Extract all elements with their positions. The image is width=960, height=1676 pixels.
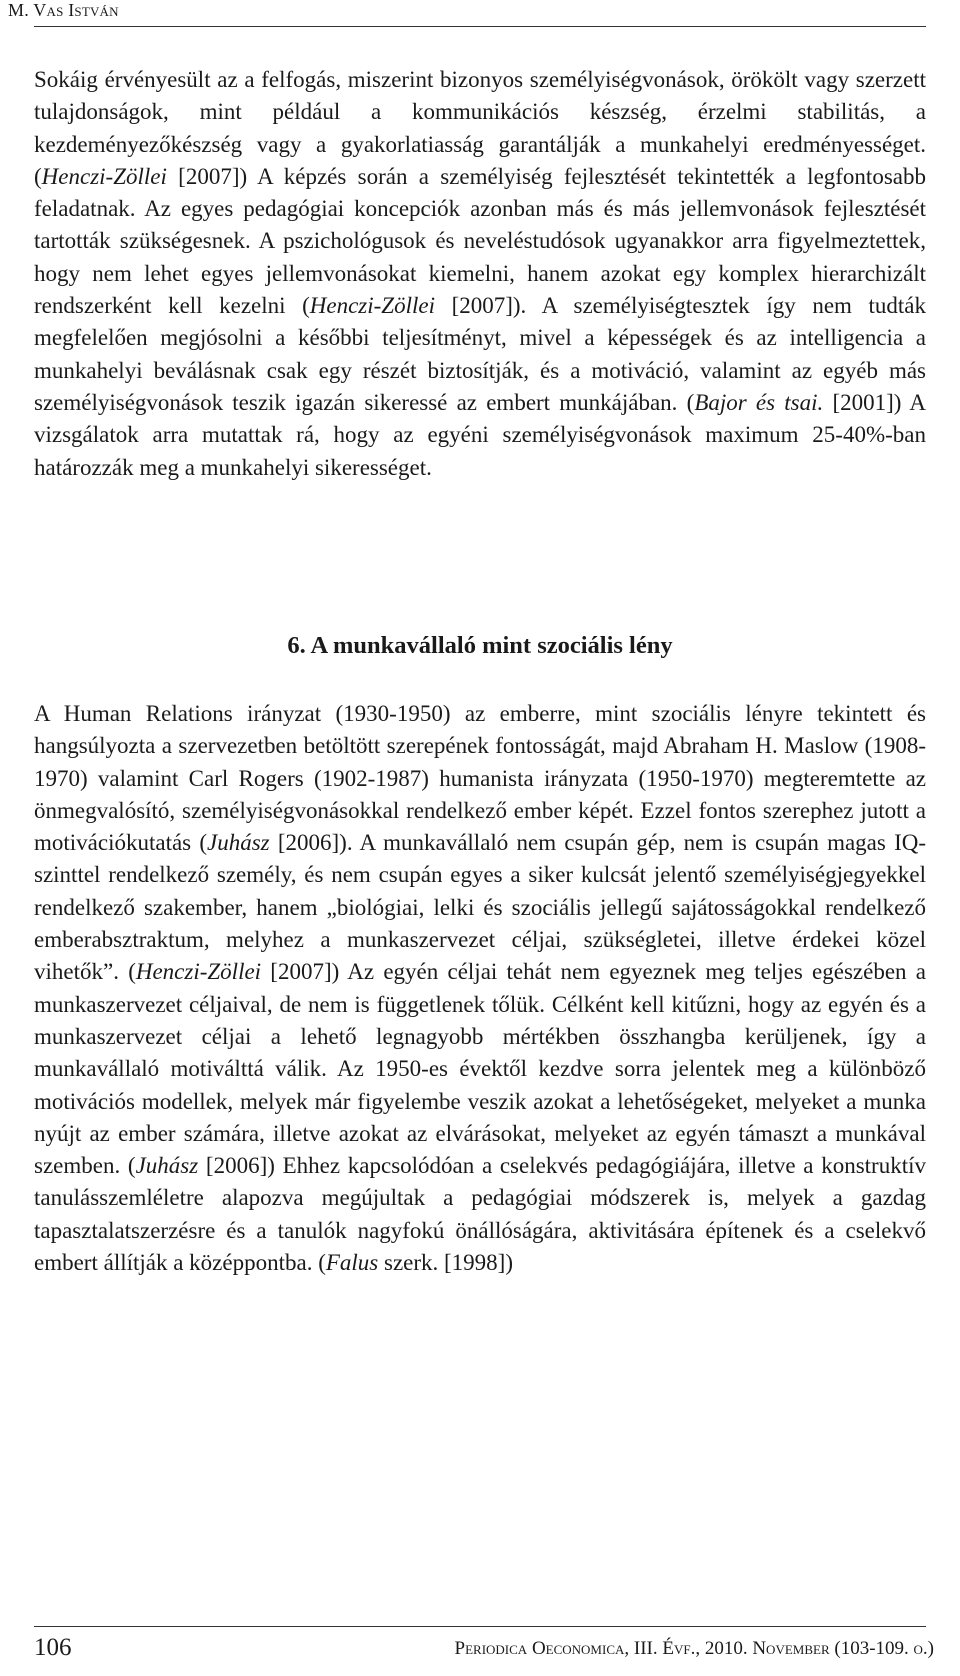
paragraph-segment: A Human Relations irányzat (1930-1950) az emberre, mint szociális lényre tekintett és hangsúlyozta a szervezetben betöltött szerepének fontosságát, majd Abraham H. Maslow (1908-1970) valamint Carl Rogers (1902-1987) humanista irányzata (1950-1970) megteremtette az önmegvalósító, személyiségvonásokkal rendelkező ember képét. Ezzel fontos szerephez jutott a motivációkutatás ( — [34, 701, 926, 856]
body-paragraph-1 — [34, 64, 926, 484]
paragraph-citation-author: Henczi-Zöllei — [309, 293, 435, 319]
body-paragraph-2 — [34, 698, 926, 1279]
paragraph-segment: szerk. [1998]) — [378, 1250, 514, 1276]
paragraph-citation-author: Juhász — [207, 830, 270, 856]
paragraph-segment: [2007]) Az egyén céljai tehát nem egyeznek meg teljes egészében a munkaszervezet céljaival, de nem is függetlenek tőlük. Célként kell kitűzni, hogy az egyén és a munkaszervezet céljai a lehető legnagyobb mértékben összhangba kerüljenek, így a munkavállaló motiválttá válik. Az 1950-es évektől kezdve sorra jelentek meg a különböző motivációs modellek, melyek már figyelembe veszik azokat a lehetőségeket, melyeket a munka nyújt az ember számára, illetve azokat az elvárásokat, melyeket az egyén támaszt a munkával szemben. ( — [34, 959, 926, 1179]
page-number: 106 — [34, 1634, 72, 1661]
paragraph-segment: [2007]). A személyiségtesztek így nem tudták megfelelően megjósolni a későbbi teljesítményt, mivel a képességek és az intelligencia a munkahelyi beválásnak csak egy részét biztosítják, és a motiváció, valamint az egyéb más személyiségvonások teszik igazán sikeressé az embert munkájában. ( — [34, 293, 926, 415]
footer-rule — [34, 1626, 926, 1628]
paragraph-segment: [2001]) A vizsgálatok arra mutattak rá, hogy az egyéni személyiségvonások maximum 25-40%-ban határozzák meg a munkahelyi sikerességet. — [34, 389, 927, 480]
paragraph-segment: [2006]). A munkavállaló nem csupán gép, nem is csupán magas IQ-szinttel rendelkező személy, és nem csupán egyes a siker kulcsát jelentő személyiségjegyekkel rendelkező szakember, hanem „biológiai, lelki és szociális jellegű sajátosságokkal rendelkező emberabsztraktum, melyhez a munkaszervezet céljai, szükségletei, illetve érdekei közel vihetők”. ( — [34, 830, 926, 985]
paragraph-segment: [2007]) A képzés során a személyiség fejlesztését tekintették a legfontosabb feladatnak. Az egyes pedagógiai koncepciók azonban más és más jellemvonások fejlesztését tartották szükségesnek. A pszichológusok és neveléstudósok ugyanakkor arra figyelmeztettek, hogy nem lehet egyes jellemvonásokat kiemelni, hanem azokat egy komplex hierarchizált rendszerként kell kezelni ( — [34, 163, 926, 319]
paragraph-citation-author: Bajor és tsai. — [694, 389, 824, 415]
paragraph-citation-author: Juhász — [135, 1153, 199, 1179]
paragraph-citation-author: Falus — [325, 1250, 379, 1276]
running-head-author: M. Vas István — [8, 0, 119, 20]
section-heading: 6. A munkavállaló mint szociális lény — [287, 632, 673, 659]
journal-citation: Periodica Oeconomica, III. Évf., 2010. November (103-109. o.) — [454, 1638, 934, 1659]
paragraph-citation-author: Henczi-Zöllei — [135, 959, 262, 985]
paragraph-segment: Sokáig érvényesült az a felfogás, miszerint bizonyos személyiségvonások, örökölt vagy szerzett tulajdonságok, mint például a kommunikációs készség, érzelmi stabilitás, a kezdeményezőkészség vagy a gyakorlatiasság garantálják a munkahelyi eredményességet. ( — [34, 67, 926, 189]
running-head — [8, 0, 926, 27]
paragraph-citation-author: Henczi-Zöllei — [41, 163, 167, 189]
document-page — [8, 0, 934, 1676]
paragraph-segment: [2006]) Ehhez kapcsolódóan a cselekvés pedagógiájára, illetve a konstruktív tanulásszemléletre alapozva megújultak a pedagógiai módszerek is, melyek a gazdag tapasztalatszerzésre és a tanulók nagyfokú önállóságára, aktivitására építenek és a cselekvő embert állítják a középpontba. ( — [34, 1153, 926, 1276]
